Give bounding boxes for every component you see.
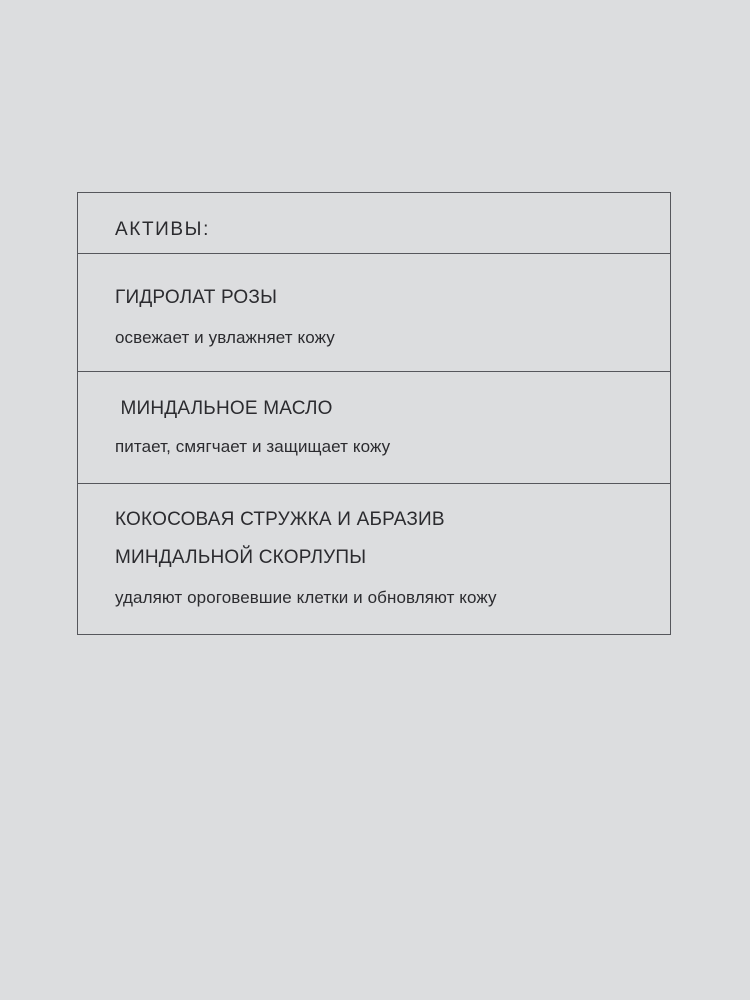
active-item-title: ГИДРОЛАТ РОЗЫ	[115, 287, 278, 308]
active-item-almond-oil	[78, 371, 670, 483]
active-item-coconut-almond-shell	[78, 483, 670, 634]
actives-panel	[77, 192, 671, 635]
actives-header-row	[78, 193, 670, 253]
active-item-title: МИНДАЛЬНОЕ МАСЛО	[115, 398, 333, 419]
actives-heading: АКТИВЫ:	[115, 219, 210, 240]
active-item-rose-hydrolat	[78, 253, 670, 371]
active-item-description: питает, смягчает и защищает кожу	[115, 437, 391, 456]
active-item-description: освежает и увлажняет кожу	[115, 328, 335, 347]
active-item-title-line-1: КОКОСОВАЯ СТРУЖКА И АБРАЗИВ	[115, 509, 445, 530]
active-item-title-line-2: МИНДАЛЬНОЙ СКОРЛУПЫ	[115, 547, 367, 568]
active-item-description: удаляют ороговевшие клетки и обновляют кожу	[115, 588, 497, 607]
